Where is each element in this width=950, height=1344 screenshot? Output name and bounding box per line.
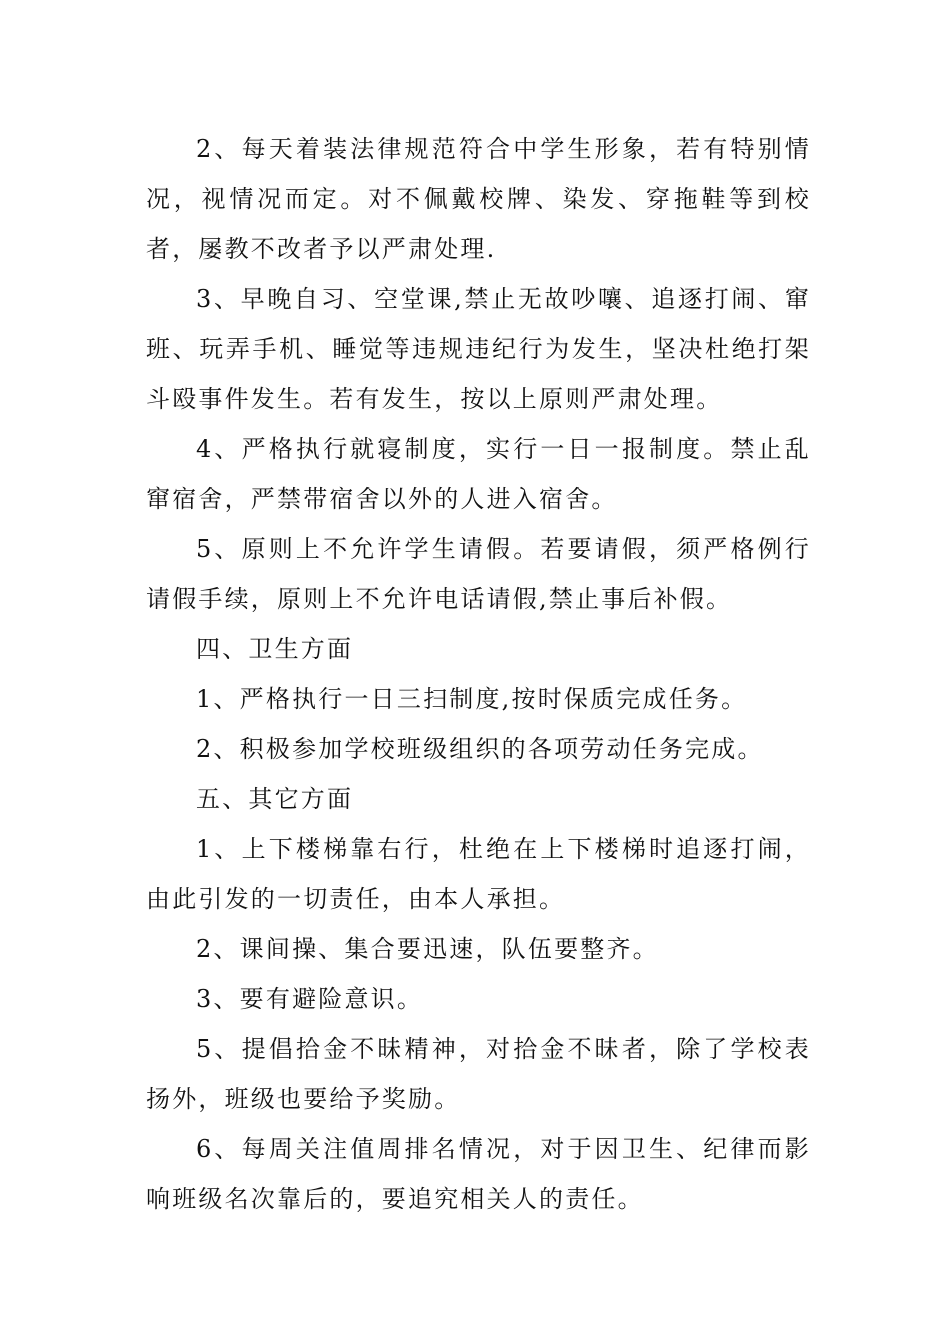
paragraph-dormitory-rules: 4、严格执行就寝制度，实行一日一报制度。禁止乱窜宿舍，严禁带宿舍以外的人进入宿舍。 (146, 435, 811, 513)
paragraph-safety-awareness: 3、要有避险意识。 (196, 985, 424, 1013)
paragraph-dress-code: 2、每天着装法律规范符合中学生形象，若有特别情况，视情况而定。对不佩戴校牌、染发、穿拖鞋等到校者，屡教不改者予以严肃处理. (146, 135, 811, 263)
paragraph-weekly-ranking: 6、每周关注值周排名情况，对于因卫生、纪律而影响班级名次靠后的，要追究相关人的责任。 (146, 1135, 811, 1213)
paragraph-labor-tasks: 2、积极参加学校班级组织的各项劳动任务完成。 (196, 735, 764, 763)
paragraph-honesty-reward: 5、提倡拾金不昧精神，对拾金不昧者，除了学校表扬外，班级也要给予奖励。 (146, 1035, 811, 1113)
paragraph-leave-policy: 5、原则上不允许学生请假。若要请假，须严格例行请假手续，原则上不允许电话请假,禁止事后补假。 (146, 535, 811, 613)
paragraph-assembly-rule: 2、课间操、集合要迅速，队伍要整齐。 (196, 935, 659, 963)
paragraph-cleaning-schedule: 1、严格执行一日三扫制度,按时保质完成任务。 (196, 685, 748, 713)
section-heading-other: 五、其它方面 (196, 785, 354, 813)
document-body (146, 124, 811, 1224)
paragraph-self-study-discipline: 3、早晚自习、空堂课,禁止无故吵嚷、追逐打闹、窜班、玩弄手机、睡觉等违规违纪行为发生，坚决杜绝打架斗殴事件发生。若有发生，按以上原则严肃处理。 (146, 285, 811, 413)
paragraph-stairs-rule: 1、上下楼梯靠右行，杜绝在上下楼梯时追逐打闹，由此引发的一切责任，由本人承担。 (146, 835, 811, 913)
section-heading-hygiene: 四、卫生方面 (196, 635, 354, 663)
